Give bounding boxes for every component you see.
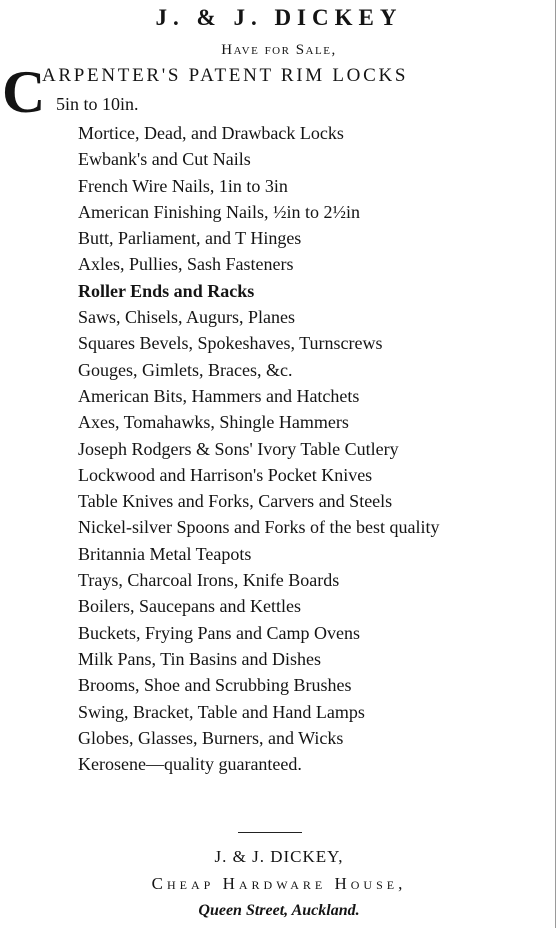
list-item: Kerosene—quality guaranteed. bbox=[78, 754, 302, 775]
product-list bbox=[78, 120, 439, 777]
list-item: Globes, Glasses, Burners, and Wicks bbox=[78, 727, 344, 748]
list-item: Joseph Rodgers & Sons' Ivory Table Cutlery bbox=[78, 438, 399, 459]
have-for-sale-subheading: Have for Sale, bbox=[221, 42, 337, 58]
divider-rule bbox=[238, 832, 302, 833]
lead-product-line: ARPENTER'S PATENT RIM LOCKS bbox=[42, 65, 409, 86]
list-item: Brooms, Shoe and Scrubbing Brushes bbox=[78, 675, 352, 696]
list-item: Boilers, Saucepans and Kettles bbox=[78, 596, 301, 617]
list-item: Gouges, Gimlets, Braces, &c. bbox=[78, 359, 293, 380]
list-item: American Bits, Hammers and Hatchets bbox=[78, 385, 360, 406]
list-item: Axles, Pullies, Sash Fasteners bbox=[78, 254, 294, 275]
list-item: Buckets, Frying Pans and Camp Ovens bbox=[78, 622, 360, 643]
signature-house: Cheap Hardware House, bbox=[151, 874, 407, 893]
list-item: Mortice, Dead, and Drawback Locks bbox=[78, 123, 344, 143]
signature-name: J. & J. DICKEY, bbox=[214, 847, 344, 866]
list-item: Axes, Tomahawks, Shingle Hammers bbox=[78, 412, 349, 433]
list-item: Squares Bevels, Spokeshaves, Turnscrews bbox=[78, 333, 383, 354]
list-item: Nickel-silver Spoons and Forks of the best quality bbox=[78, 517, 440, 538]
list-item: Ewbank's and Cut Nails bbox=[78, 149, 251, 170]
list-item: Table Knives and Forks, Carvers and Steels bbox=[78, 491, 393, 512]
list-item: Trays, Charcoal Irons, Knife Boards bbox=[78, 570, 340, 591]
list-item: Butt, Parliament, and T Hinges bbox=[78, 228, 302, 249]
list-item: Milk Pans, Tin Basins and Dishes bbox=[78, 648, 322, 669]
list-item: Lockwood and Harrison's Pocket Knives bbox=[78, 464, 373, 485]
signature-address: Queen Street, Auckland. bbox=[198, 902, 360, 919]
list-item: Roller Ends and Racks bbox=[78, 280, 255, 301]
list-item: Britannia Metal Teapots bbox=[78, 543, 252, 564]
list-item: Saws, Chisels, Augurs, Planes bbox=[78, 307, 296, 328]
list-item: French Wire Nails, 1in to 3in bbox=[78, 175, 288, 196]
column-rule bbox=[555, 0, 556, 928]
list-item: Swing, Bracket, Table and Hand Lamps bbox=[78, 701, 365, 722]
list-item: American Finishing Nails, ½in to 2½in bbox=[78, 201, 360, 222]
advertiser-heading: J. & J. DICKEY bbox=[155, 5, 403, 30]
drop-cap-initial: C bbox=[2, 59, 46, 125]
lead-product-sizes: 5in to 10in. bbox=[56, 94, 139, 114]
